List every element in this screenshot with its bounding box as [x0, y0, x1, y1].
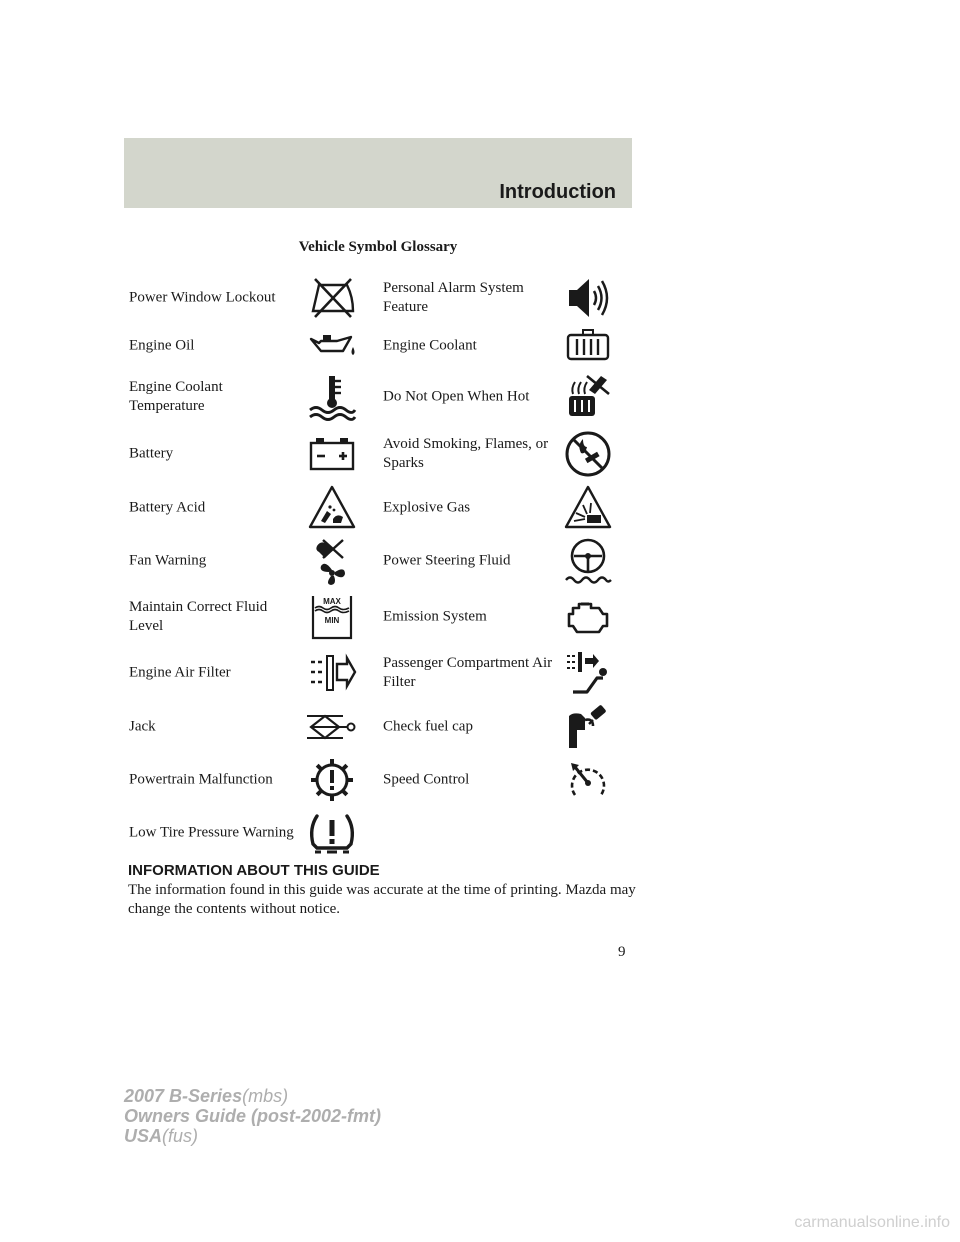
info-heading: INFORMATION ABOUT THIS GUIDE: [128, 862, 380, 879]
glossary-label: Do Not Open When Hot: [383, 388, 530, 405]
alarm-speaker-icon: [563, 273, 613, 323]
footer-model: 2007 B-Series: [124, 1086, 243, 1106]
jack-icon: [307, 702, 357, 752]
glossary-label: Battery: [129, 445, 174, 462]
footer-guide: Owners Guide (post-2002-fmt): [124, 1106, 382, 1126]
glossary-row: [129, 426, 629, 482]
glossary-entry-do-not-open-when-hot: [383, 369, 629, 425]
glossary-label: Avoid Smoking, Flames, or Sparks: [383, 436, 549, 471]
fan-warning-icon: [307, 536, 357, 586]
cabin-air-filter-icon: [563, 648, 613, 698]
glossary-entry-battery: [129, 426, 379, 482]
glossary-entry-engine-coolant: [383, 318, 629, 374]
section-title: Introduction: [499, 181, 616, 203]
info-body: The information found in this guide was accurate at the time of printing. Mazda may change the contents without notice.: [128, 882, 636, 917]
glossary-row: [129, 752, 629, 808]
power-window-lockout-icon: [307, 273, 357, 323]
glossary-row: [129, 369, 629, 425]
glossary-entry-explosive-gas: [383, 480, 629, 536]
glossary-label: Jack: [129, 718, 156, 735]
explosive-gas-warning-icon: [563, 483, 613, 533]
steering-wheel-fluid-icon: [563, 536, 613, 586]
glossary-label: Engine Coolant: [383, 337, 477, 354]
glossary-row: [129, 480, 629, 536]
glossary-label: Engine Air Filter: [129, 664, 231, 681]
glossary-title: Vehicle Symbol Glossary: [298, 239, 458, 255]
glossary-label: Personal Alarm System Feature: [383, 280, 524, 315]
footer-market-code: (fus): [162, 1126, 199, 1146]
oil-can-icon: [307, 321, 357, 371]
glossary-entry-low-tire-pressure: [129, 805, 379, 861]
header-band: [124, 138, 632, 208]
glossary-row: [129, 589, 629, 645]
glossary-label: Fan Warning: [129, 552, 207, 569]
footer-imprint: [124, 1086, 381, 1146]
glossary-row: [129, 805, 629, 861]
glossary-entry-emission-system: [383, 589, 629, 645]
glossary-label: Speed Control: [383, 771, 470, 788]
glossary-label: Engine Coolant Temperature: [129, 379, 223, 414]
footer-model-code: (mbs): [242, 1086, 289, 1106]
glossary-label: Engine Oil: [129, 337, 195, 354]
glossary-entry-battery-acid: [129, 480, 379, 536]
glossary-entry-power-steering-fluid: [383, 533, 629, 589]
glossary-entry-avoid-smoking: [383, 426, 629, 482]
glossary-label: Battery Acid: [129, 499, 206, 516]
glossary-entry-passenger-air-filter: [383, 645, 629, 701]
glossary-label: Passenger Compartment Air Filter: [383, 655, 553, 690]
glossary-entry-engine-air-filter: [129, 645, 379, 701]
battery-icon: [307, 429, 357, 479]
glossary-entry-check-fuel-cap: [383, 699, 629, 755]
page-number: 9: [618, 944, 626, 960]
fuel-cap-icon: [563, 702, 613, 752]
glossary-row: [129, 699, 629, 755]
watermark: carmanualsonline.info: [794, 1214, 950, 1231]
coolant-radiator-icon: [563, 321, 613, 371]
glossary-entry-maintain-fluid-level: [129, 589, 379, 645]
glossary-entry-speed-control: [383, 752, 629, 808]
no-smoking-flames-icon: [563, 429, 613, 479]
max-mark-label: MAX: [323, 597, 341, 606]
low-tire-pressure-icon: [307, 808, 357, 858]
glossary-entry-powertrain-malfunction: [129, 752, 379, 808]
glossary-label: Emission System: [383, 608, 487, 625]
glossary-label: Low Tire Pressure Warning: [129, 824, 294, 841]
powertrain-malfunction-icon: [307, 755, 357, 805]
glossary-entry-jack: [129, 699, 379, 755]
engine-air-filter-icon: [307, 648, 357, 698]
engine-emission-icon: [563, 592, 613, 642]
glossary-row: [129, 645, 629, 701]
glossary-label: Check fuel cap: [383, 718, 473, 735]
glossary-row: [129, 318, 629, 374]
do-not-open-hot-icon: [563, 372, 613, 422]
glossary-row: [129, 533, 629, 589]
coolant-temperature-icon: [307, 372, 357, 422]
glossary-label: Power Window Lockout: [129, 289, 276, 306]
battery-acid-warning-icon: [307, 483, 357, 533]
fluid-level-max-min-icon: [307, 592, 357, 642]
min-mark-label: MIN: [324, 616, 340, 625]
glossary-entry-fan-warning: [129, 533, 379, 589]
glossary-entry-engine-coolant-temperature: [129, 369, 379, 425]
glossary-label: Maintain Correct Fluid Level: [129, 599, 268, 634]
footer-market: USA: [124, 1126, 163, 1146]
glossary-label: Powertrain Malfunction: [129, 771, 273, 788]
speed-control-icon: [563, 755, 613, 805]
glossary-label: Explosive Gas: [383, 499, 471, 516]
glossary-entry-engine-oil: [129, 318, 379, 374]
glossary-label: Power Steering Fluid: [383, 552, 511, 569]
